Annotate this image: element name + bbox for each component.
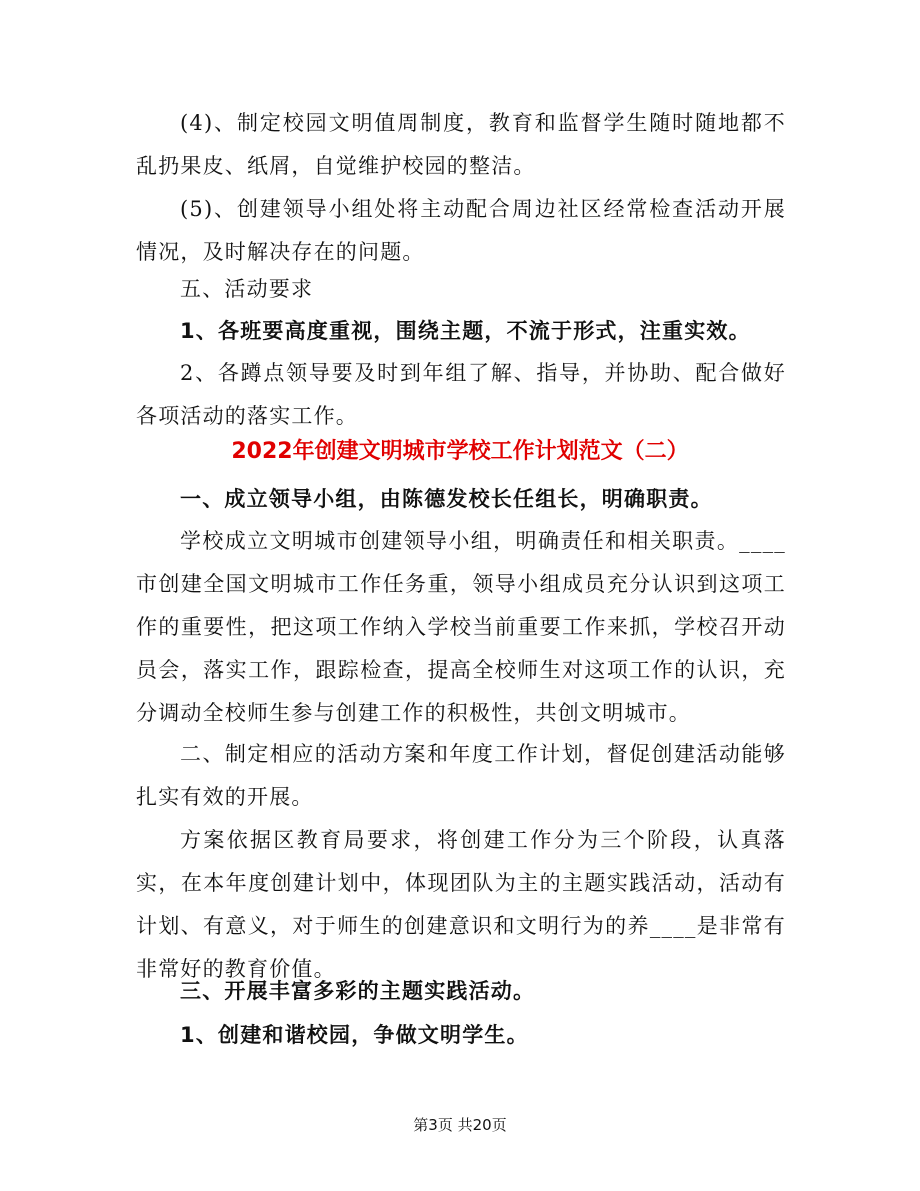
paragraph-item-4: (4)、制定校园文明值周制度，教育和监督学生随时随地都不乱扔果皮、纸屑，自觉维护校园的整洁。 [136, 111, 786, 178]
paragraph-item-5: (5)、创建领导小组处将主动配合周边社区经常检查活动开展情况，及时解决存在的问题。 [136, 197, 786, 264]
heading-activity-requirements: 五、活动要求 [180, 277, 314, 301]
heading-activity-plan: 二、制定相应的活动方案和年度工作计划，督促创建活动能够扎实有效的开展。 [136, 742, 786, 809]
requirement-1: 1、各班要高度重视，围绕主题，不流于形式，注重实效。 [180, 319, 751, 343]
page-number-footer: 第3页 共20页 [413, 1116, 507, 1134]
section-title: 2022年创建文明城市学校工作计划范文（二） [231, 439, 689, 464]
heading-leadership-group: 一、成立领导小组，由陈德发校长任组长，明确职责。 [180, 487, 713, 511]
paragraph-leadership-group: 学校成立文明城市创建领导小组，明确责任和相关职责。____市创建全国文明城市工作任务重，领导小组成员充分认识到这项工作的重要性，把这项工作纳入学校当前重要工作来抓，学校召开动员会，落实工作，跟踪检查，提高全校师生对这项工作的认识，充分调动全校师生参与创建工作的积极性，共创文明城市。 [136, 529, 786, 725]
requirement-2: 2、各蹲点领导要及时到年组了解、指导，并协助、配合做好各项活动的落实工作。 [136, 361, 786, 428]
sub-heading-harmonious-campus: 1、创建和谐校园，争做文明学生。 [180, 1023, 529, 1047]
paragraph-activity-plan: 方案依据区教育局要求，将创建工作分为三个阶段，认真落实，在本年度创建计划中，体现团队为主的主题实践活动，活动有计划、有意义，对于师生的创建意识和文明行为的养____是非常有非常好的教育价值。 [136, 828, 786, 981]
heading-theme-activities: 三、开展丰富多彩的主题实践活动。 [180, 979, 536, 1003]
